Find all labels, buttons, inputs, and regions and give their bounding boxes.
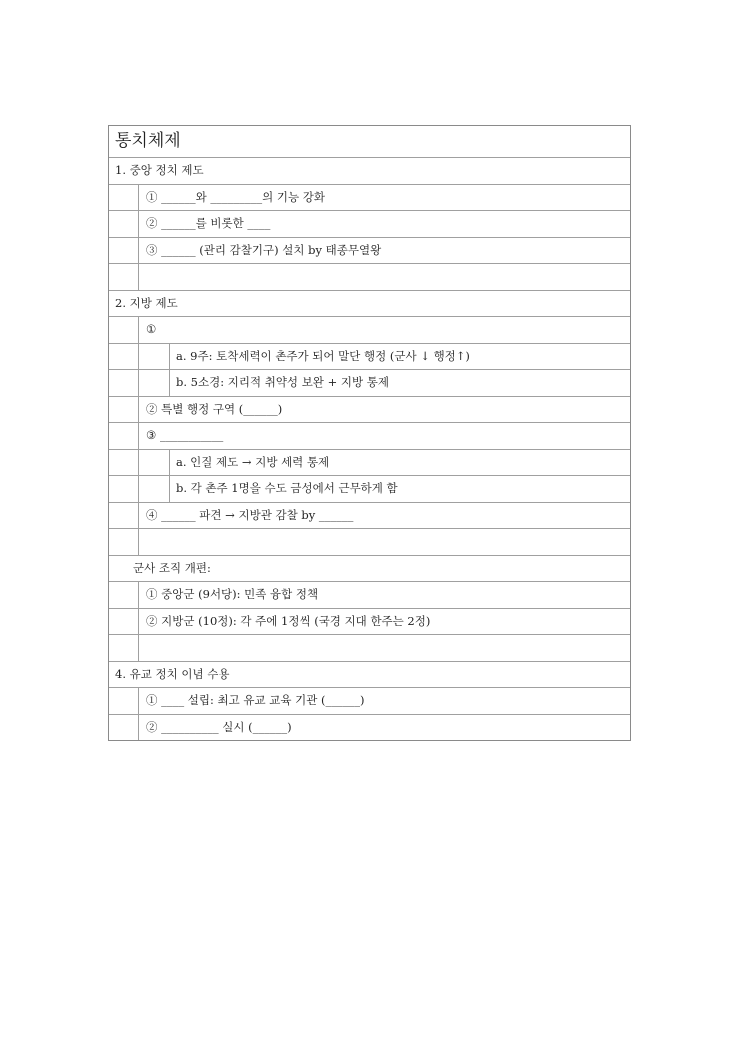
item-row [109,263,630,290]
column-divider [138,264,139,290]
item-row [109,316,630,343]
item-row [109,184,630,211]
row-text: ① [146,322,157,336]
row-text: ② 특별 행정 구역 (______) [146,401,283,416]
row-text: ③ ___________ [146,428,224,442]
item-row [109,634,630,661]
row-text: 2. 지방 제도 [115,295,178,310]
column-divider [169,370,170,396]
column-divider [138,529,139,555]
item-row [109,581,630,608]
column-divider [169,450,170,476]
column-divider [138,397,139,423]
column-divider [138,185,139,211]
column-divider [138,635,139,661]
column-divider [138,238,139,264]
item-row [109,210,630,237]
column-divider [169,344,170,370]
column-divider [138,582,139,608]
page-title: 통치체제 [115,131,181,151]
sub-item-row [109,475,630,502]
row-text: ① ____ 설립: 최고 유교 교육 기관 (______) [146,693,365,707]
column-divider [138,476,139,502]
column-divider [138,423,139,449]
row-text: 1. 중앙 정치 제도 [115,163,204,177]
item-row [109,687,630,714]
notes-table [108,125,631,741]
table-body [109,157,630,740]
row-text: b. 5소경: 지리적 취약성 보완 + 지방 통제 [176,375,389,389]
column-divider [138,211,139,237]
row-text: ② 지방군 (10정): 각 주에 1정씩 (국경 지대 한주는 2정) [146,613,431,628]
sub-item-row [109,449,630,476]
item-row [109,714,630,741]
column-divider [138,688,139,714]
sub-item-row [109,369,630,396]
column-divider [138,503,139,529]
row-text: ① ______와 _________의 기능 강화 [146,189,326,204]
row-text: ① 중앙군 (9서당): 민족 융합 정책 [146,587,319,601]
row-text: a. 인질 제도 → 지방 세력 통제 [176,454,330,469]
row-text: b. 각 촌주 1명을 수도 금성에서 근무하게 함 [176,481,398,495]
item-row [109,608,630,635]
item-row [109,422,630,449]
column-divider [138,317,139,343]
item-row [109,396,630,423]
item-row [109,528,630,555]
section-heading-row [109,290,630,317]
column-divider [169,476,170,502]
table-title-row [109,126,630,157]
column-divider [138,450,139,476]
section-heading-row [109,661,630,688]
column-divider [138,344,139,370]
item-row [109,237,630,264]
row-text: ② ______를 비롯한 ____ [146,216,271,230]
row-text: a. 9주: 토착세력이 촌주가 되어 말단 행정 (군사 ↓ 행정↑) [176,348,470,363]
column-divider [138,370,139,396]
sub-item-row [109,343,630,370]
row-text: ③ ______ (관리 감찰기구) 설치 by 태종무열왕 [146,242,382,257]
item-row [109,502,630,529]
column-divider [138,715,139,741]
row-text: 4. 유교 정치 이념 수용 [115,666,230,681]
section-heading-row [109,555,630,582]
section-heading-row [109,157,630,184]
column-divider [138,609,139,635]
row-text: ② __________ 실시 (______) [146,719,292,734]
row-text: 군사 조직 개편: [133,560,211,575]
row-text: ④ ______ 파견 → 지방관 감찰 by ______ [146,507,354,522]
